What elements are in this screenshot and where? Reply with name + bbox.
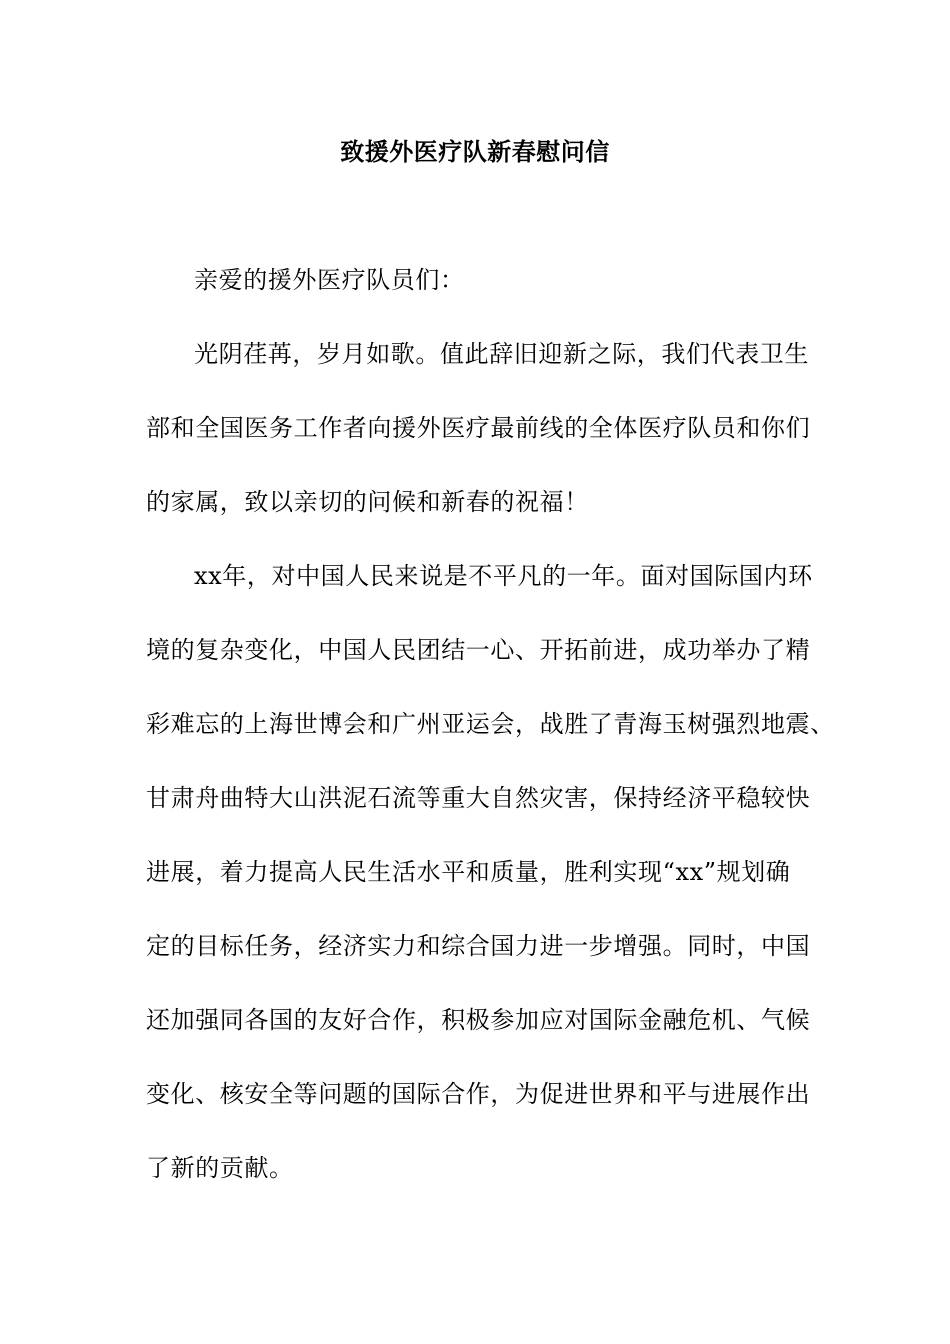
salutation: 亲爱的援外医疗队员们：	[194, 266, 465, 294]
paragraph-2-line-1: xx年，对中国人民来说是不平凡的一年。面对国际国内环	[194, 562, 813, 590]
paragraph-1-line-1: 光阴荏苒，岁月如歌。值此辞旧迎新之际，我们代表卫生	[194, 340, 809, 368]
paragraph-2-line-2: 境的复杂变化，中国人民团结一心、开拓前进，成功举办了精	[146, 636, 811, 664]
paragraph-2-line-9: 了新的贡献。	[146, 1154, 294, 1182]
paragraph-2-line-3: 彩难忘的上海世博会和广州亚运会，战胜了青海玉树强烈地震、	[146, 710, 835, 738]
paragraph-2-line-5: 进展，着力提高人民生活水平和质量，胜利实现“xx”规划确	[146, 858, 791, 886]
paragraph-2-line-7: 还加强同各国的友好合作，积极参加应对国际金融危机、气候	[146, 1006, 811, 1034]
document-title: 致援外医疗队新春慰问信	[340, 137, 610, 166]
paragraph-1-line-3: 的家属，致以亲切的问候和新春的祝福！	[146, 488, 589, 516]
paragraph-2-line-6: 定的目标任务，经济实力和综合国力进一步增强。同时，中国	[146, 932, 811, 960]
paragraph-1-line-2: 部和全国医务工作者向援外医疗最前线的全体医疗队员和你们	[146, 414, 811, 442]
paragraph-2-line-8: 变化、核安全等问题的国际合作，为促进世界和平与进展作出	[146, 1080, 811, 1108]
paragraph-2-line-4: 甘肃舟曲特大山洪泥石流等重大自然灾害，保持经济平稳较快	[146, 784, 811, 812]
